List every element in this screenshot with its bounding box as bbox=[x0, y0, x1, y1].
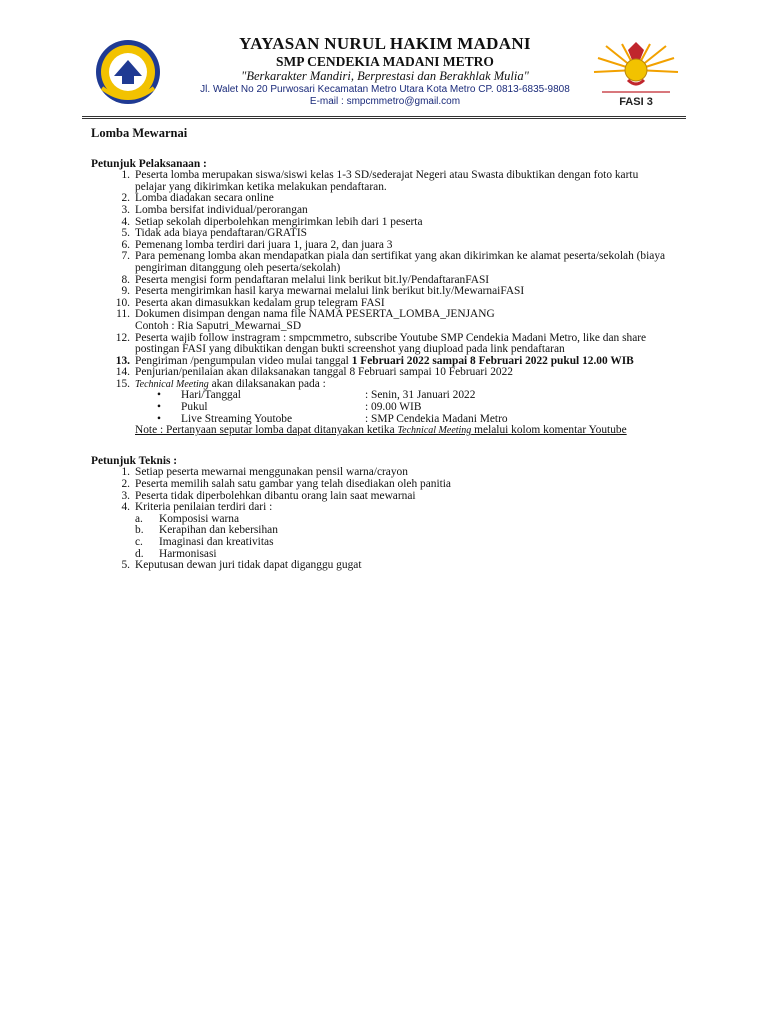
list-item: 5. Keputusan dewan juri tidak dapat diganggu gugat bbox=[121, 559, 362, 572]
list-item: 9. Peserta mengirimkan hasil karya mewarnai melalui link berikut bit.ly/MewarnaiFASI bbox=[121, 285, 525, 298]
criteria-item: a. Komposisi warna bbox=[135, 512, 240, 525]
pelaksanaan-list bbox=[91, 170, 671, 437]
submission-dates: 1 Februari 2022 sampai 8 Februari 2022 pukul 12.00 WIB bbox=[351, 354, 634, 367]
criteria-item: c. Imaginasi dan kreativitas bbox=[135, 536, 274, 548]
list-item: 6. Pemenang lomba terdiri dari juara 1, juara 2, dan juara 3 bbox=[121, 238, 393, 251]
tm-row: • Hari/Tanggal : Senin, 31 Januari 2022 bbox=[157, 389, 476, 402]
criteria-item: b. Kerapihan dan kebersihan bbox=[135, 524, 278, 537]
list-item: 1. Setiap peserta mewarnai menggunakan pensil warna/crayon bbox=[121, 466, 408, 479]
list-item: 13. Pengiriman /pengumpulan video mulai tanggal 1 Februari 2022 sampai 8 Februari 2022 pukul 12.00 WIB bbox=[115, 354, 634, 367]
list-item: 1. Peserta lomba merupakan siswa/siswi kelas 1-3 SD/sederajat Negeri atau Swasta dibuktikan dengan foto kartu pelajar yang dikirimkan ketika melakukan pendaftaran. bbox=[121, 169, 639, 193]
document-title: Lomba Mewarnai bbox=[91, 126, 188, 140]
school-email: E-mail : smpcmmetro@gmail.com bbox=[309, 96, 461, 107]
list-item: 3. Lomba bersifat individual/perorangan bbox=[121, 203, 308, 216]
tm-row: • Pukul : 09.00 WIB bbox=[157, 401, 422, 414]
school-motto: "Berkarakter Mandiri, Berprestasi dan Berakhlak Mulia" bbox=[241, 69, 529, 83]
list-item: 15. Technical Meeting akan dilaksanakan pada : • Hari/Tanggal : Senin, 31 Januari 2022 • Pukul : 09.00 WIB • Live Streaming Youtobe : SMP Cendekia Madani Metro Note : Pertanyaan seputar lomba dapat ditanyakan ketika Technical Meeting melalui kolom komentar Youtube bbox=[135, 379, 671, 437]
document-body bbox=[91, 128, 671, 572]
list-item: 4. Kriteria penilaian terdiri dari : a. Komposisi warna b. Kerapihan dan kebersihan c. Imaginasi dan kreativitas d. Harmonisasi bbox=[135, 502, 671, 560]
list-item: 5. Tidak ada biaya pendaftaran/GRATIS bbox=[121, 227, 307, 240]
list-item: 3. Peserta tidak diperbolehkan dibantu orang lain saat mewarnai bbox=[121, 489, 416, 502]
school-address: Jl. Walet No 20 Purwosari Kecamatan Metro Utara Kota Metro CP. 0813-6835-9808 bbox=[200, 84, 570, 95]
note: Note : Pertanyaan seputar lomba dapat ditanyakan ketika Technical Meeting melalui kolom komentar Youtube bbox=[135, 424, 627, 437]
foundation-name: YAYASAN NURUL HAKIM MADANI bbox=[239, 34, 531, 53]
school-name: SMP CENDEKIA MADANI METRO bbox=[276, 54, 494, 69]
criteria-item: d. Harmonisasi bbox=[135, 547, 217, 560]
list-item: 2. Peserta memilih salah satu gambar yang telah disediakan oleh panitia bbox=[121, 478, 451, 491]
fasi-logo-text: FASI 3 bbox=[619, 96, 653, 108]
file-name-example: Contoh : Ria Saputri_Mewarnai_SD bbox=[135, 319, 302, 332]
header-divider bbox=[82, 116, 686, 117]
header-divider-2 bbox=[82, 118, 686, 119]
tm-row: • Live Streaming Youtobe : SMP Cendekia Madani Metro bbox=[157, 412, 508, 425]
section-heading-teknis: Petunjuk Teknis : bbox=[91, 454, 178, 467]
letterhead bbox=[0, 30, 768, 120]
list-item: 12. Peserta wajib follow instragram : smpcmmetro, subscribe Youtube SMP Cendekia Madani Metro, like dan share postingan FASI yang dibuktikan dengan bukti screenshot yang diupload pada link pendaftaran bbox=[115, 331, 647, 356]
letterhead-text bbox=[165, 34, 605, 108]
criteria-list bbox=[135, 514, 671, 560]
list-item: 8. Peserta mengisi form pendaftaran melalui link berikut bit.ly/PendaftaranFASI bbox=[121, 273, 490, 286]
list-item: 7. Para pemenang lomba akan mendapatkan piala dan sertifikat yang akan dikirimkan ke alamat peserta/sekolah (biaya pengiriman ditanggung oleh peserta/sekolah) bbox=[121, 250, 666, 274]
technical-meeting-details bbox=[157, 390, 671, 425]
list-item: 4. Setiap sekolah diperbolehkan mengirimkan lebih dari 1 peserta bbox=[121, 215, 423, 228]
list-item: 14. Penjurian/penilaian akan dilaksanakan tanggal 8 Februari sampai 10 Februari 2022 bbox=[115, 366, 513, 379]
list-item: 2. Lomba diadakan secara online bbox=[121, 192, 274, 205]
school-logo bbox=[92, 38, 164, 106]
teknis-list bbox=[91, 467, 671, 571]
section-heading-pelaksanaan: Petunjuk Pelaksanaan : bbox=[91, 157, 207, 170]
list-item: 10. Peserta akan dimasukkan kedalam grup telegram FASI bbox=[115, 296, 385, 309]
list-item: 11. Dokumen disimpan dengan nama file NAMA PESERTA_LOMBA_JENJANG Contoh : Ria Saputri_Mewarnai_SD bbox=[116, 308, 495, 332]
